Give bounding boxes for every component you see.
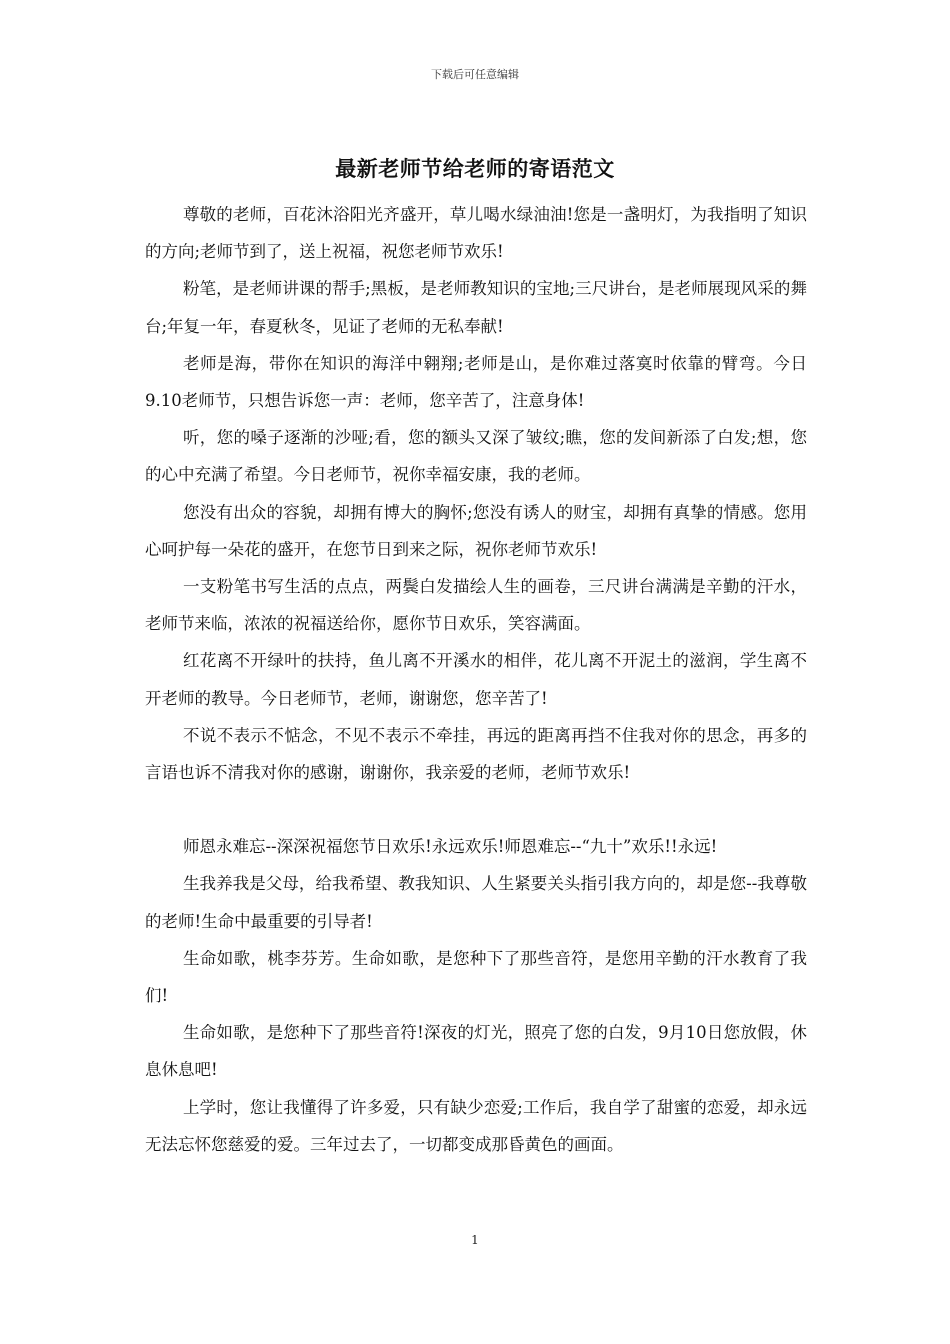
paragraph: 尊敬的老师，百花沐浴阳光齐盛开，草儿喝水绿油油!您是一盏明灯，为我指明了知识的方向;老师节到了，送上祝福，祝您老师节欢乐! [145, 205, 807, 262]
paragraph: 听，您的嗓子逐渐的沙哑;看，您的额头又深了皱纹;瞧，您的发间新添了白发;想，您的心中充满了希望。今日老师节，祝你幸福安康，我的老师。 [145, 428, 807, 485]
paragraph: 老师是海，带你在知识的海洋中翱翔;老师是山，是你难过落寞时依靠的臂弯。今日9.10老师节，只想告诉您一声：老师，您辛苦了，注意身体! [145, 353, 807, 411]
paragraph: 生命如歌，桃李芬芳。生命如歌，是您种下了那些音符，是您用辛勤的汗水教育了我们! [145, 948, 807, 1006]
header-note: 下载后可任意编辑 [431, 68, 519, 81]
blank-line [145, 791, 807, 828]
document-title: 最新老师节给老师的寄语范文 [335, 156, 615, 181]
paragraph: 生命如歌，是您种下了那些音符!深夜的灯光，照亮了您的白发，9月10日您放假，休息休息吧! [145, 1023, 807, 1080]
paragraph: 红花离不开绿叶的扶持，鱼儿离不开溪水的相伴，花儿离不开泥土的滋润，学生离不开老师的教导。今日老师节，老师，谢谢您，您辛苦了! [145, 651, 807, 708]
paragraph: 师恩永难忘--深深祝福您节日欢乐!永远欢乐!师恩难忘--“九十”欢乐!!永远! [182, 837, 718, 857]
paragraph: 您没有出众的容貌，却拥有博大的胸怀;您没有诱人的财宝，却拥有真挚的情感。您用心呵护每一朵花的盛开，在您节日到来之际，祝你老师节欢乐! [145, 502, 807, 559]
paragraph: 不说不表示不惦念，不见不表示不牵挂，再远的距离再挡不住我对你的思念，再多的言语也诉不清我对你的感谢，谢谢你，我亲爱的老师，老师节欢乐! [145, 725, 807, 783]
paragraph: 上学时，您让我懂得了许多爱，只有缺少恋爱;工作后，我自学了甜蜜的恋爱，却永远无法忘怀您慈爱的爱。三年过去了，一切都变成那昏黄色的画面。 [145, 1097, 807, 1154]
document-body [145, 196, 807, 1163]
paragraph: 粉笔，是老师讲课的帮手;黑板，是老师教知识的宝地;三尺讲台，是老师展现风采的舞台;年复一年，春夏秋冬，见证了老师的无私奉献! [145, 279, 807, 336]
page-number: 1 [471, 1233, 479, 1247]
paragraph: 一支粉笔书写生活的点点，两鬓白发描绘人生的画卷，三尺讲台满满是辛勤的汗水，老师节来临，浓浓的祝福送给你，愿你节日欢乐，笑容满面。 [145, 577, 807, 634]
paragraph: 生我养我是父母，给我希望、教我知识、人生紧要关头指引我方向的，却是您--我尊敬的老师!生命中最重要的引导者! [145, 874, 807, 931]
